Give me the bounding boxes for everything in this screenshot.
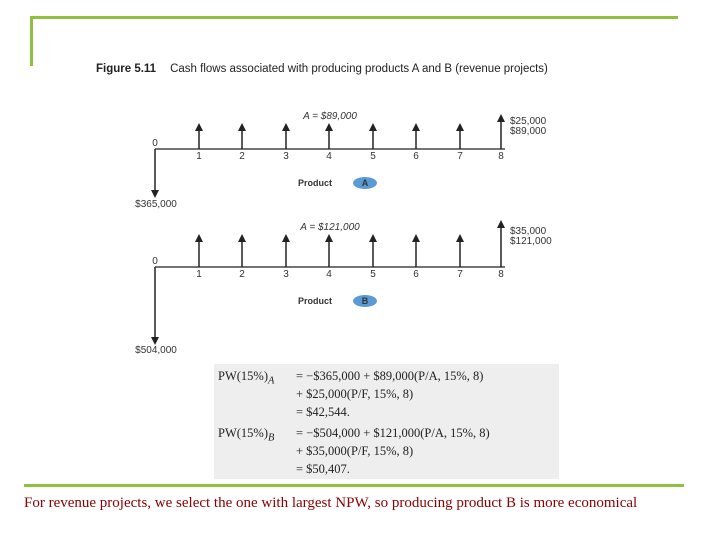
final-label-a-1: $25,000: [510, 116, 547, 127]
frame-bottom-border: [24, 484, 684, 487]
formula-a-lhs: [218, 369, 274, 387]
period-label-b-6: 6: [413, 269, 419, 280]
initial-label-b: $504,000: [135, 345, 177, 356]
period-label-b-7: 7: [457, 269, 463, 280]
initial-label-a: $365,000: [135, 199, 177, 210]
final-label-a-2: $89,000: [510, 126, 547, 137]
period-label-a-5: 5: [370, 151, 376, 162]
period-label-b-8: 8: [498, 269, 504, 280]
period-zero-a: 0: [152, 138, 158, 149]
conclusion-text: For revenue projects, we select the one with largest NPW, so producing product B is more economical: [24, 495, 638, 511]
annual-label-a: A = $89,000: [303, 111, 357, 122]
formula-b-sub: B: [268, 432, 275, 444]
period-zero-b: 0: [152, 256, 158, 267]
product-letter-b: B: [361, 296, 369, 306]
formula-b-lhs: [218, 426, 274, 444]
pw-formula-block: [214, 364, 559, 479]
period-label-a-3: 3: [283, 151, 289, 162]
formula-b-line1: = −$504,000 + $121,000(P/A, 15%, 8): [296, 426, 490, 440]
formula-a-result: = $42,544.: [296, 405, 350, 419]
period-label-b-5: 5: [370, 269, 376, 280]
period-label-a-8: 8: [498, 151, 504, 162]
period-label-a-6: 6: [413, 151, 419, 162]
figure-number: Figure 5.11: [96, 63, 157, 75]
final-label-b-1: $35,000: [510, 226, 547, 237]
final-label-b-2: $121,000: [510, 236, 552, 247]
period-label-b-3: 3: [283, 269, 289, 280]
formula-a-line2: + $25,000(P/F, 15%, 8): [296, 387, 414, 401]
product-letter-a: A: [361, 178, 369, 188]
diagram-product-a: [135, 111, 546, 210]
diagram-product-b: [135, 222, 552, 356]
period-label-b-2: 2: [239, 269, 245, 280]
formula-b-result: = $50,407.: [296, 462, 350, 476]
figure-caption: Cash flows associated with producing products A and B (revenue projects): [170, 63, 548, 75]
annual-label-b: A = $121,000: [300, 222, 360, 233]
period-label-b-4: 4: [326, 269, 332, 280]
period-label-b-1: 1: [196, 269, 202, 280]
formula-b-line2: + $35,000(P/F, 15%, 8): [296, 444, 414, 458]
period-label-a-7: 7: [457, 151, 463, 162]
formula-a-lhs-text: PW(15%): [218, 369, 268, 383]
period-label-a-1: 1: [196, 151, 202, 162]
formula-a-line1: = −$365,000 + $89,000(P/A, 15%, 8): [296, 369, 484, 383]
period-label-a-4: 4: [326, 151, 332, 162]
period-label-a-2: 2: [239, 151, 245, 162]
product-word-a: Product: [298, 178, 333, 188]
formula-a-sub: A: [268, 375, 275, 387]
product-word-b: Product: [298, 296, 333, 306]
formula-b-lhs-text: PW(15%): [218, 426, 268, 440]
